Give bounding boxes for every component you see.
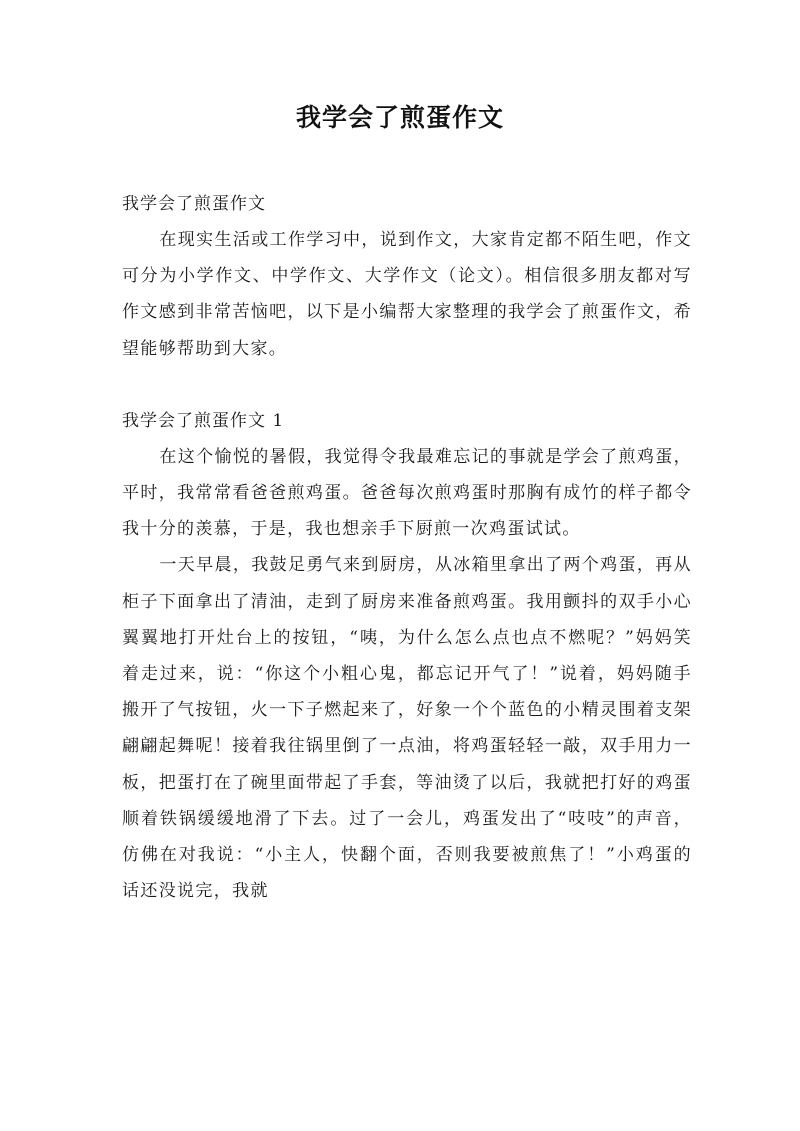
document-title: 我学会了煎蛋作文 — [295, 103, 504, 132]
essay-1-heading: 我学会了煎蛋作文 1 — [122, 410, 285, 431]
intro-paragraph: 在现实生活或工作学习中，说到作文，大家肯定都不陌生吧，作文可分为小学作文、中学作文、大学作文（论文）。相信很多朋友都对写作文感到非常苦恼吧，以下是小编帮大家整理的我学会了煎蛋作文，希望能够帮助到大家。 — [122, 230, 692, 359]
section-spacer — [122, 367, 692, 403]
essay-1-paragraph-1: 在这个愉悦的暑假，我觉得令我最难忘记的事就是学会了煎鸡蛋，平时，我常常看爸爸煎鸡蛋。爸爸每次煎鸡蛋时那胸有成竹的样子都令我十分的羡慕，于是，我也想亲手下厨煎一次鸡蛋试试。 — [122, 446, 692, 540]
essay-1-paragraph-2: 一天早晨，我鼓足勇气来到厨房，从冰箱里拿出了两个鸡蛋，再从柜子下面拿出了清油，走到了厨房来准备煎鸡蛋。我用颤抖的双手小心翼翼地打开灶台上的按钮，“咦，为什么怎么点也点不燃呢？”妈妈笑着走过来，说：“你这个小粗心鬼，都忘记开气了！”说着，妈妈随手搬开了气按钮，火一下子燃起来了，好象一个个蓝色的小精灵围着支架翩翩起舞呢！接着我往锅里倒了一点油，将鸡蛋轻轻一敲，双手用力一板，把蛋打在了碗里面带起了手套，等油烫了以后，我就把打好的鸡蛋顺着铁锅缓缓地滑了下去。过了一会儿，鸡蛋发出了“吱吱”的声音，仿佛在对我说：“小主人，快翻个面，否则我要被煎焦了！”小鸡蛋的话还没说完，我就 — [122, 555, 692, 902]
document-body — [122, 186, 692, 909]
intro-heading: 我学会了煎蛋作文 — [122, 194, 266, 214]
